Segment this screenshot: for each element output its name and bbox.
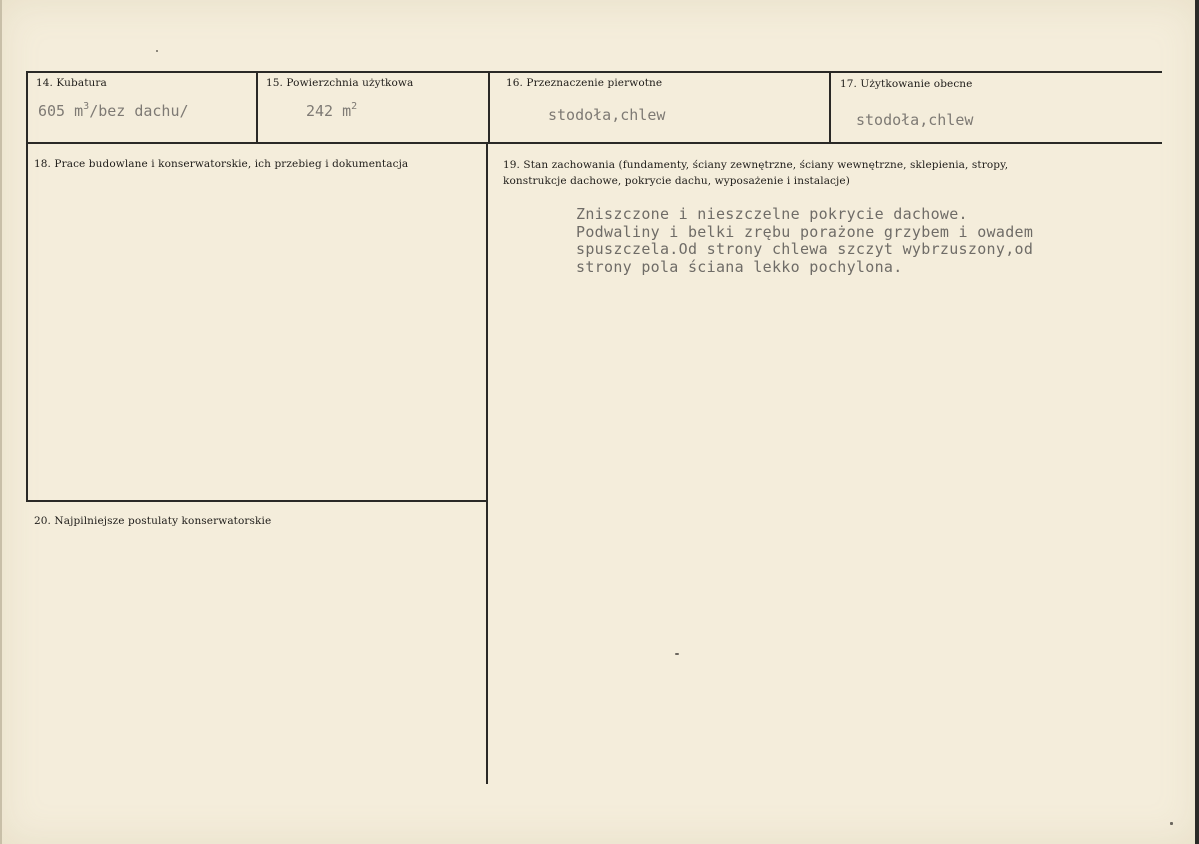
kubatura-label: 14. Kubatura <box>36 77 107 89</box>
center-vertical-divider <box>486 142 488 784</box>
divider-14-15 <box>256 71 258 144</box>
stan-zachowania-line-2: Podwaliny i belki zrębu porażone grzybem i owadem <box>576 222 1034 241</box>
powierzchnia-value <box>306 101 357 120</box>
paper-speck <box>675 653 679 655</box>
uzytkowanie-label: 17. Użytkowanie obecne <box>840 78 973 90</box>
kubatura-value <box>38 101 189 120</box>
uzytkowanie-value: stodoła,chlew <box>856 111 974 129</box>
row1-bottom-rule <box>26 142 1162 144</box>
left-border <box>26 71 28 502</box>
divider-15-16 <box>488 71 490 144</box>
top-rule <box>26 71 1162 73</box>
stan-zachowania-line-4: strony pola ściana lekko pochylona. <box>576 257 903 276</box>
stan-zachowania-label-line2: konstrukcje dachowe, pokrycie dachu, wyposażenie i instalacje) <box>503 175 850 187</box>
section-18-bottom-rule <box>26 500 487 502</box>
paper-speck <box>156 50 158 52</box>
powierzchnia-label: 15. Powierzchnia użytkowa <box>266 77 414 89</box>
prace-budowlane-label: 18. Prace budowlane i konserwatorskie, ich przebieg i dokumentacja <box>34 158 409 170</box>
stan-zachowania-line-3: spuszczela.Od strony chlewa szczyt wybrzuszony,od <box>576 240 1034 258</box>
kubatura-unit-exponent: 3 <box>83 101 90 112</box>
przeznaczenie-label: 16. Przeznaczenie pierwotne <box>506 77 663 89</box>
stan-zachowania-label-line1: 19. Stan zachowania (fundamenty, ściany zewnętrzne, ściany wewnętrzne, sklepienia, stropy, <box>503 159 1009 171</box>
kubatura-value-main: 605 m <box>38 102 84 120</box>
powierzchnia-value-main: 242 m <box>306 102 352 120</box>
stan-zachowania-text <box>576 206 1033 276</box>
przeznaczenie-value: stodoła,chlew <box>548 106 666 124</box>
stan-zachowania-line-1: Zniszczone i nieszczelne pokrycie dachowe. <box>576 205 968 223</box>
postulaty-label: 20. Najpilniejsze postulaty konserwatorskie <box>34 515 272 527</box>
card-right-edge <box>1195 0 1199 844</box>
paper-speck <box>1170 822 1173 825</box>
kubatura-value-note: /bez dachu/ <box>89 102 189 120</box>
card-left-edge <box>0 0 2 844</box>
powierzchnia-unit-exponent: 2 <box>351 101 358 112</box>
divider-16-17 <box>829 71 831 144</box>
